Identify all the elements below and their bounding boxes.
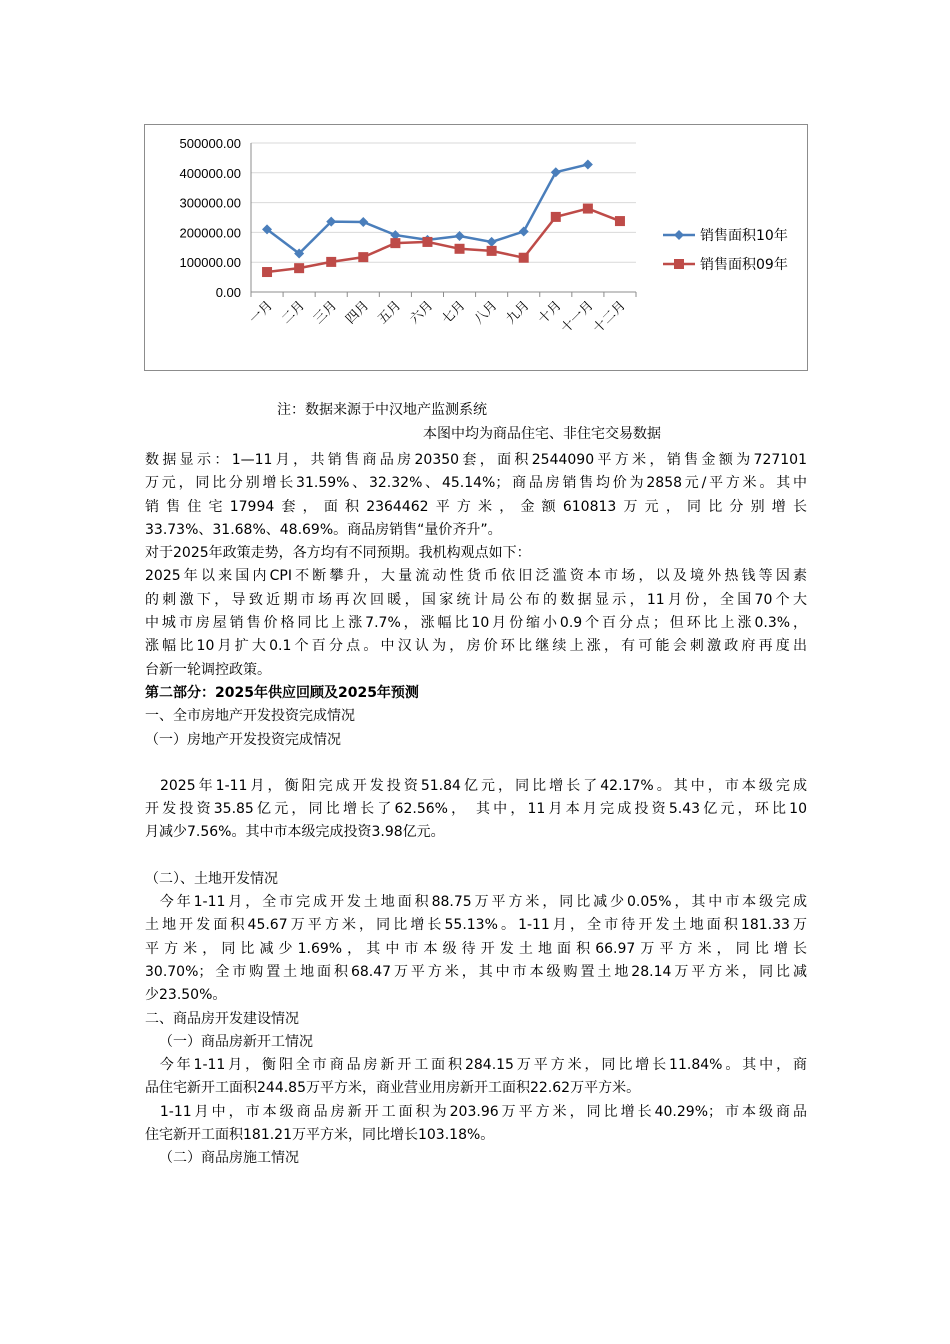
paragraph-line: 2025年1-11月，衡阳完成开发投资51.84亿元，同比增长了42.17%。其中，市本级完成 — [145, 777, 807, 794]
paragraph-line: 今年1-11月，全市完成开发土地面积88.75万平方米，同比减少0.05%，其中市本级完成 — [145, 894, 807, 911]
line-chart-svg — [145, 125, 809, 372]
legend-label: 销售面积09年 — [700, 257, 788, 273]
paragraph-line: 涨幅比10月扩大0.1个百分点。中汉认为，房价环比继续上涨，有可能会刺激政府再度出 — [145, 638, 807, 655]
data-point — [358, 217, 368, 227]
paragraph-line: 1-11月中，市本级商品房新开工面积为203.96万平方米，同比增长40.29%；市本级商品 — [145, 1103, 807, 1120]
paragraph-line: 住宅新开工面积181.21万平方米，同比增长103.18%。 — [145, 1127, 495, 1144]
subheading-under-construction: （二）商品房施工情况 — [159, 1150, 299, 1167]
y-tick-label: 400000.00 — [179, 165, 241, 181]
paragraph-line: 对于2025年政策走势，各方均有不同预期。我机构观点如下： — [145, 545, 531, 562]
x-tick-label: 三月 — [311, 298, 341, 328]
y-tick-label: 500000.00 — [179, 136, 241, 151]
chart-note-source: 注：数据来源于中汉地产监测系统 — [277, 402, 487, 418]
paragraph-line: 月减少7.56%。其中市本级完成投资3.98亿元。 — [145, 824, 445, 841]
x-tick-label: 五月 — [375, 298, 405, 328]
data-point — [487, 237, 497, 247]
sales-area-chart — [144, 124, 808, 371]
legend-marker — [674, 230, 684, 240]
legend-marker — [674, 259, 684, 269]
data-point — [262, 267, 272, 277]
x-tick-label: 八月 — [471, 298, 501, 328]
data-point — [487, 246, 497, 256]
subheading-land: （二）、土地开发情况 — [145, 870, 278, 887]
paragraph-line: 今年1-11月，衡阳全市商品房新开工面积284.15万平方米，同比增长11.84%。其中，商 — [145, 1057, 807, 1074]
data-point — [455, 244, 465, 254]
paragraph-line: 销售住宅17994套，面积2364462平方米，金额610813万元，同比分别增长 — [145, 498, 807, 515]
x-tick-label: 六月 — [407, 298, 437, 328]
paragraph-line: 品住宅新开工面积244.85万平方米，商业营业用房新开工面积22.62万平方米。 — [145, 1080, 641, 1097]
data-point — [551, 167, 561, 177]
heading-investment: 一、全市房地产开发投资完成情况 — [145, 708, 355, 725]
paragraph-line: 的刺激下，导致近期市场再次回暖，国家统计局公布的数据显示，11月份，全国70个大 — [145, 591, 807, 608]
paragraph-line: 台新一轮调控政策。 — [145, 661, 271, 678]
paragraph-line: 平方米，同比减少1.69%，其中市本级待开发土地面积66.97万平方米，同比增长 — [145, 940, 807, 957]
x-tick-label: 十一月 — [558, 298, 597, 337]
x-tick-label: 四月 — [343, 298, 373, 328]
subheading-investment: （一）房地产开发投资完成情况 — [145, 731, 341, 748]
paragraph-line: 少23.50%。 — [145, 987, 227, 1004]
paragraph-line: 开发投资35.85亿元，同比增长了62.56%， 其中，11月本月完成投资5.43亿元，环比10 — [145, 801, 807, 818]
paragraph-line: 2025年以来国内CPI不断攀升，大量流动性货币依旧泛滥资本市场，以及境外热钱等因素 — [145, 568, 807, 585]
x-tick-label: 七月 — [439, 298, 469, 328]
section-title: 第二部分：2025年供应回顾及2025年预测 — [145, 684, 419, 701]
y-tick-label: 100000.00 — [179, 255, 241, 271]
x-tick-label: 一月 — [246, 298, 276, 328]
subheading-new-starts: （一）商品房新开工情况 — [159, 1033, 313, 1050]
data-point — [551, 212, 561, 222]
legend-label: 销售面积10年 — [700, 228, 788, 244]
data-point — [326, 257, 336, 267]
heading-construction: 二、商品房开发建设情况 — [145, 1010, 299, 1027]
y-tick-label: 200000.00 — [179, 225, 241, 241]
data-point — [422, 237, 432, 247]
data-point — [615, 216, 625, 226]
x-tick-label: 十月 — [535, 298, 565, 328]
paragraph-line: 土地开发面积45.67万平方米，同比增长55.13%。1-11月，全市待开发土地面积181.33万 — [145, 917, 807, 934]
data-point — [358, 252, 368, 262]
paragraph-line: 30.70%；全市购置土地面积68.47万平方米，其中市本级购置土地28.14万平方米，同比减 — [145, 963, 807, 980]
data-point — [583, 204, 593, 214]
data-point — [390, 238, 400, 248]
paragraph-line: 33.73%、31.68%、48.69%。商品房销售“量价齐升”。 — [145, 521, 502, 538]
data-point — [294, 263, 304, 273]
data-point — [583, 159, 593, 169]
data-point — [519, 253, 529, 263]
x-tick-label: 十二月 — [590, 298, 629, 337]
y-tick-label: 0.00 — [215, 285, 241, 300]
analysis-text — [145, 449, 807, 1171]
paragraph-line: 万元，同比分别增长31.59%、32.32%、45.14%；商品房销售均价为2858元/平方米。其中 — [145, 475, 807, 492]
x-tick-label: 九月 — [503, 298, 533, 328]
y-tick-label: 300000.00 — [179, 195, 241, 211]
data-point — [519, 227, 529, 237]
x-tick-label: 二月 — [278, 298, 308, 328]
paragraph-line: 数据显示：1—11月，共销售商品房20350套，面积2544090平方米，销售金额为727101 — [145, 452, 807, 468]
paragraph-line: 中城市房屋销售价格同比上涨7.7%，涨幅比10月份缩小0.9个百分点；但环比上涨0.3%， — [145, 615, 807, 632]
chart-note-scope: 本图中均为商品住宅、非住宅交易数据 — [423, 426, 661, 442]
